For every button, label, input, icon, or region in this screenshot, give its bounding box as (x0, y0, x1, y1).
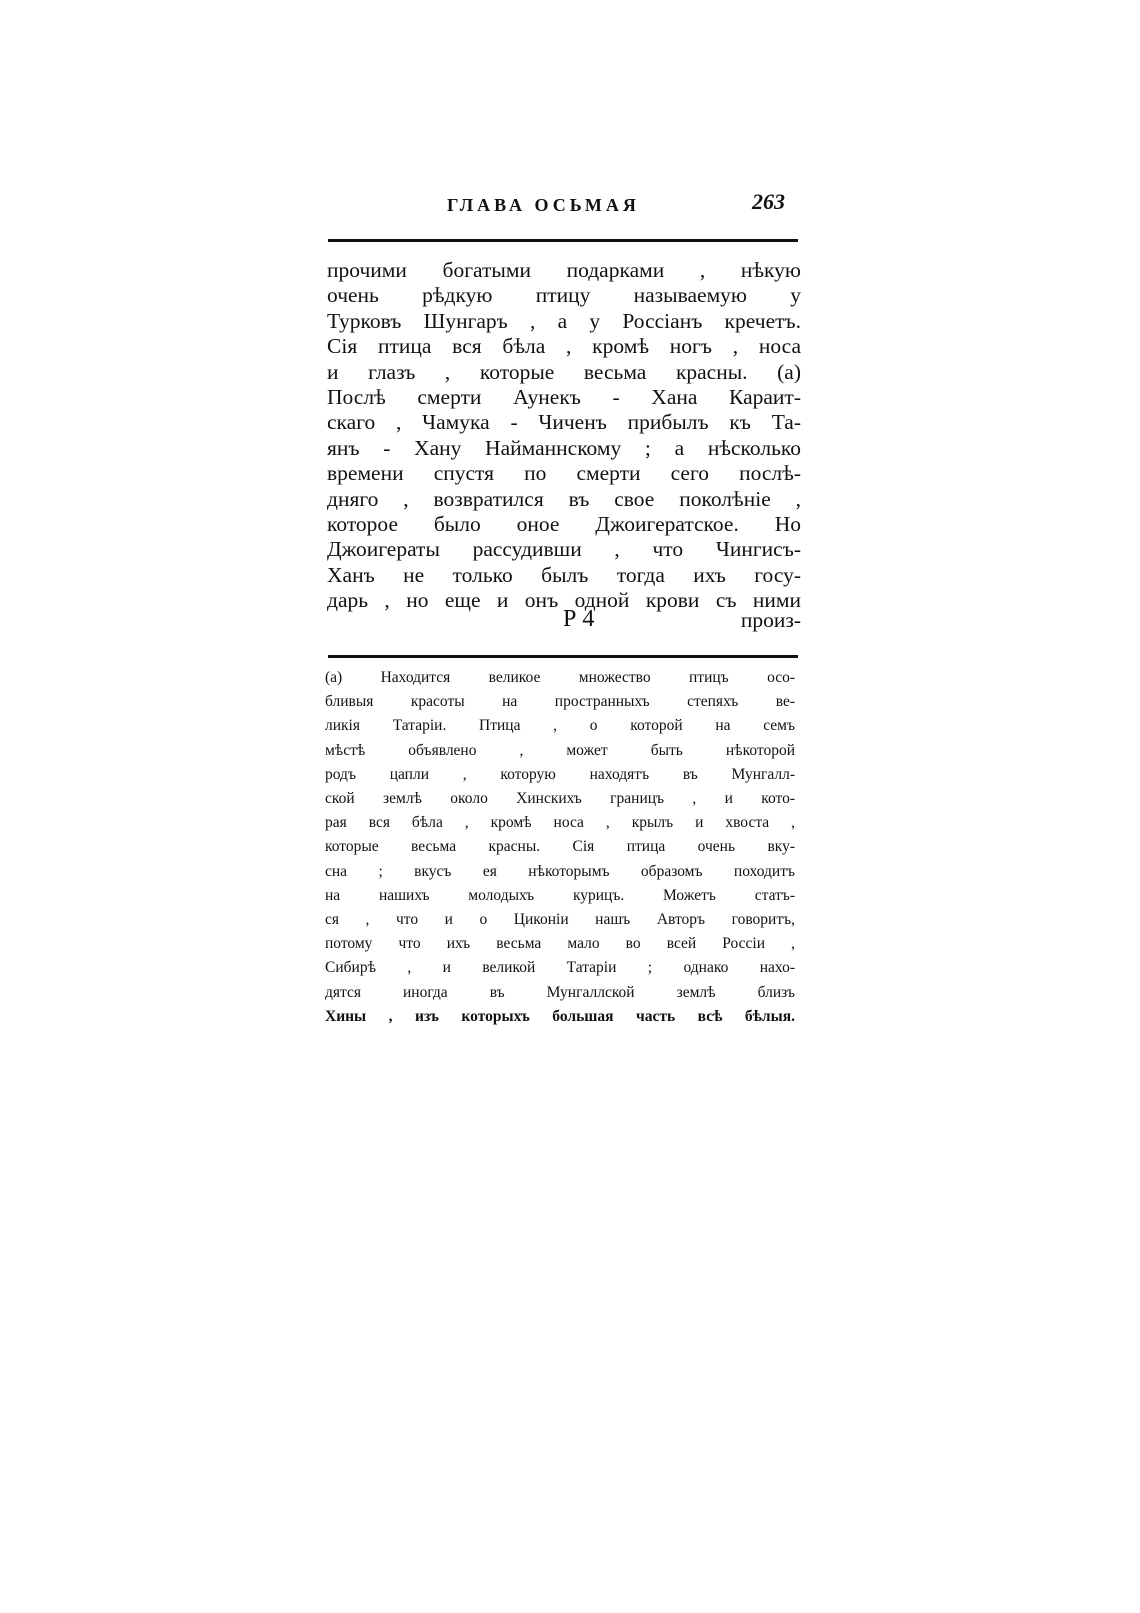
body-line: Послѣ смерти Аунекъ - Хана Караит- (327, 385, 801, 410)
footnote (325, 666, 795, 1029)
footnote-line: которые весьма красны. Сія птица очень вку- (325, 838, 795, 856)
catchword: произ- (740, 608, 801, 632)
signature-mark: Р 4 (563, 606, 595, 632)
body-line: янъ - Хану Найманнскому ; а нѣсколько (327, 435, 801, 460)
footnote-line: на нашихъ молодыхъ курицъ. Можетъ статъ- (325, 886, 795, 904)
footnote-line: мѣстѣ объявлено , может быть нѣкоторой (325, 741, 795, 759)
body-line: дарь , но еще и онъ одной крови съ ними (327, 588, 801, 613)
body-line: прочими богатыми подарками , нѣкую (327, 258, 801, 282)
header-rule (328, 239, 798, 242)
footnote-rule (328, 655, 798, 658)
footnote-line: рая вся бѣла , кромѣ носа , крылъ и хвоста , (325, 814, 795, 832)
body-line: Джоигераты рассудивши , что Чингисъ- (327, 537, 801, 562)
body-line: дняго , возвратился въ свое поколѣніе , (327, 486, 801, 511)
running-head: ГЛАВА ОСЬМАЯ (447, 195, 640, 215)
body-line: очень рѣдкую птицу называемую у (327, 283, 801, 308)
footnote-line: ликія Татаріи. Птица , о которой на семъ (325, 717, 795, 735)
footnote-line: Сибирѣ , и великой Татаріи ; однако нахо- (325, 959, 795, 977)
body-text (327, 258, 801, 614)
signature-line (327, 605, 801, 633)
body-line: и глазъ , которые весьма красны. (a) (327, 359, 801, 384)
page-number: 263 (752, 189, 785, 214)
footnote-line: ся , что и о Циконіи нашъ Авторъ говоритъ, (325, 911, 795, 929)
footnote-line: бливыя красоты на пространныхъ степяхъ ве- (325, 693, 795, 711)
footnote-line: (a) Находится великое множество птицъ осо- (325, 669, 795, 686)
body-line: Ханъ не только былъ тогда ихъ госу- (327, 562, 801, 587)
body-line: Турковъ Шунгаръ , а у Россіанъ кречетъ. (327, 308, 801, 333)
body-line: которое было оное Джоигератское. Но (327, 512, 801, 537)
body-line: Сія птица вся бѣла , кромѣ ногъ , носа (327, 334, 801, 359)
footnote-line: родъ цапли , которую находятъ въ Мунгалл- (325, 765, 795, 783)
footnote-line: дятся иногда въ Мунгаллской землѣ близъ (325, 983, 795, 1001)
footnote-line: Хины , изъ которыхъ большая часть всѣ бѣлыя. (325, 1007, 795, 1025)
footnote-line: сна ; вкусъ ея нѣкоторымъ образомъ походитъ (325, 862, 795, 880)
footnote-line: потому что ихъ весьма мало во всей Россіи , (325, 935, 795, 953)
body-line: времени спустя по смерти сего послѣ- (327, 461, 801, 486)
body-line: скаго , Чамука - Чиченъ прибылъ къ Та- (327, 410, 801, 435)
footnote-line: ской землѣ около Хинскихъ границъ , и кото- (325, 790, 795, 808)
